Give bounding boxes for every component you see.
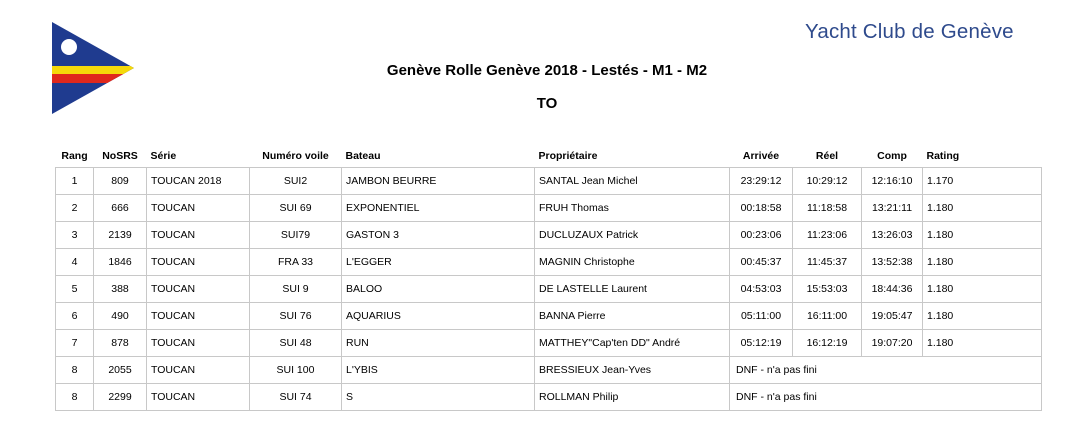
cell-bateau: GASTON 3 [342, 222, 535, 249]
cell-rang: 5 [56, 276, 94, 303]
cell-rang: 1 [56, 168, 94, 195]
cell-bateau: BALOO [342, 276, 535, 303]
cell-comp: 13:52:38 [862, 249, 923, 276]
burgee-disc [61, 39, 77, 55]
cell-rating: 1.180 [923, 222, 1042, 249]
cell-proprietaire: DE LASTELLE Laurent [535, 276, 730, 303]
cell-nosrs: 2055 [94, 357, 147, 384]
cell-rang: 6 [56, 303, 94, 330]
table-row [56, 195, 1042, 222]
cell-nosrs: 1846 [94, 249, 147, 276]
cell-rang: 8 [56, 384, 94, 411]
cell-numero-voile: SUI 100 [250, 357, 342, 384]
cell-serie: TOUCAN [147, 276, 250, 303]
cell-proprietaire: MAGNIN Christophe [535, 249, 730, 276]
cell-reel: 16:12:19 [793, 330, 862, 357]
cell-comp: 13:26:03 [862, 222, 923, 249]
table-row [56, 249, 1042, 276]
col-header-serie: Série [150, 150, 177, 162]
cell-status: DNF - n'a pas fini [730, 357, 1042, 384]
cell-arrivee: 05:11:00 [730, 303, 793, 330]
cell-arrivee: 23:29:12 [730, 168, 793, 195]
cell-proprietaire: BRESSIEUX Jean-Yves [535, 357, 730, 384]
table-row [56, 168, 1042, 195]
cell-rang: 4 [56, 249, 94, 276]
cell-rating: 1.170 [923, 168, 1042, 195]
cell-bateau: RUN [342, 330, 535, 357]
cell-comp: 19:05:47 [862, 303, 923, 330]
cell-arrivee: 00:45:37 [730, 249, 793, 276]
cell-numero-voile: SUI 74 [250, 384, 342, 411]
cell-reel: 11:45:37 [793, 249, 862, 276]
cell-nosrs: 490 [94, 303, 147, 330]
cell-numero-voile: FRA 33 [250, 249, 342, 276]
cell-nosrs: 2139 [94, 222, 147, 249]
cell-numero-voile: SUI 9 [250, 276, 342, 303]
cell-reel: 11:18:58 [793, 195, 862, 222]
cell-proprietaire: BANNA Pierre [535, 303, 730, 330]
cell-proprietaire: MATTHEY"Cap'ten DD" André [535, 330, 730, 357]
cell-comp: 19:07:20 [862, 330, 923, 357]
cell-comp: 18:44:36 [862, 276, 923, 303]
cell-rang: 8 [56, 357, 94, 384]
col-header-arrivee: Arrivée [742, 150, 780, 162]
cell-reel: 15:53:03 [793, 276, 862, 303]
table-row [56, 330, 1042, 357]
cell-serie: TOUCAN [147, 384, 250, 411]
table-row [56, 384, 1042, 411]
cell-reel: 16:11:00 [793, 303, 862, 330]
col-header-rating: Rating [926, 150, 960, 162]
cell-serie: TOUCAN [147, 303, 250, 330]
results-table [55, 145, 1042, 411]
cell-nosrs: 878 [94, 330, 147, 357]
col-header-rang: Rang [61, 150, 88, 162]
cell-bateau: S [342, 384, 535, 411]
cell-serie: TOUCAN [147, 222, 250, 249]
table-header-row [56, 145, 1042, 168]
table-row [56, 276, 1042, 303]
cell-rang: 2 [56, 195, 94, 222]
club-name: Yacht Club de Genève [805, 20, 1014, 43]
cell-bateau: AQUARIUS [342, 303, 535, 330]
page-title: Genève Rolle Genève 2018 - Lestés - M1 - M2 [386, 62, 708, 79]
cell-serie: TOUCAN [147, 330, 250, 357]
cell-proprietaire: DUCLUZAUX Patrick [535, 222, 730, 249]
cell-numero-voile: SUI 76 [250, 303, 342, 330]
cell-comp: 12:16:10 [862, 168, 923, 195]
cell-bateau: L'EGGER [342, 249, 535, 276]
col-header-proprietaire: Propriétaire [538, 150, 598, 162]
cell-arrivee: 00:23:06 [730, 222, 793, 249]
cell-status: DNF - n'a pas fini [730, 384, 1042, 411]
cell-rating: 1.180 [923, 249, 1042, 276]
cell-numero-voile: SUI2 [250, 168, 342, 195]
table-row [56, 357, 1042, 384]
cell-proprietaire: SANTAL Jean Michel [535, 168, 730, 195]
cell-serie: TOUCAN [147, 249, 250, 276]
cell-proprietaire: ROLLMAN Philip [535, 384, 730, 411]
cell-nosrs: 809 [94, 168, 147, 195]
cell-numero-voile: SUI79 [250, 222, 342, 249]
table-row [56, 303, 1042, 330]
cell-numero-voile: SUI 69 [250, 195, 342, 222]
col-header-reel: Réel [815, 150, 839, 162]
cell-numero-voile: SUI 48 [250, 330, 342, 357]
cell-rang: 7 [56, 330, 94, 357]
cell-reel: 10:29:12 [793, 168, 862, 195]
cell-bateau: L'YBIS [342, 357, 535, 384]
cell-rating: 1.180 [923, 303, 1042, 330]
cell-proprietaire: FRUH Thomas [535, 195, 730, 222]
cell-rating: 1.180 [923, 330, 1042, 357]
cell-arrivee: 04:53:03 [730, 276, 793, 303]
cell-nosrs: 666 [94, 195, 147, 222]
cell-comp: 13:21:11 [862, 195, 923, 222]
table-row [56, 222, 1042, 249]
cell-rating: 1.180 [923, 195, 1042, 222]
cell-bateau: JAMBON BEURRE [342, 168, 535, 195]
cell-nosrs: 2299 [94, 384, 147, 411]
cell-serie: TOUCAN 2018 [147, 168, 250, 195]
cell-rang: 3 [56, 222, 94, 249]
col-header-comp: Comp [877, 150, 907, 162]
col-header-bateau: Bateau [345, 150, 381, 162]
cell-serie: TOUCAN [147, 357, 250, 384]
page-subtitle: TO [536, 95, 558, 112]
cell-bateau: EXPONENTIEL [342, 195, 535, 222]
cell-arrivee: 05:12:19 [730, 330, 793, 357]
col-header-numero-voile: Numéro voile [262, 150, 329, 162]
col-header-nosrs: NoSRS [102, 150, 138, 162]
cell-serie: TOUCAN [147, 195, 250, 222]
cell-arrivee: 00:18:58 [730, 195, 793, 222]
cell-nosrs: 388 [94, 276, 147, 303]
cell-rating: 1.180 [923, 276, 1042, 303]
cell-reel: 11:23:06 [793, 222, 862, 249]
